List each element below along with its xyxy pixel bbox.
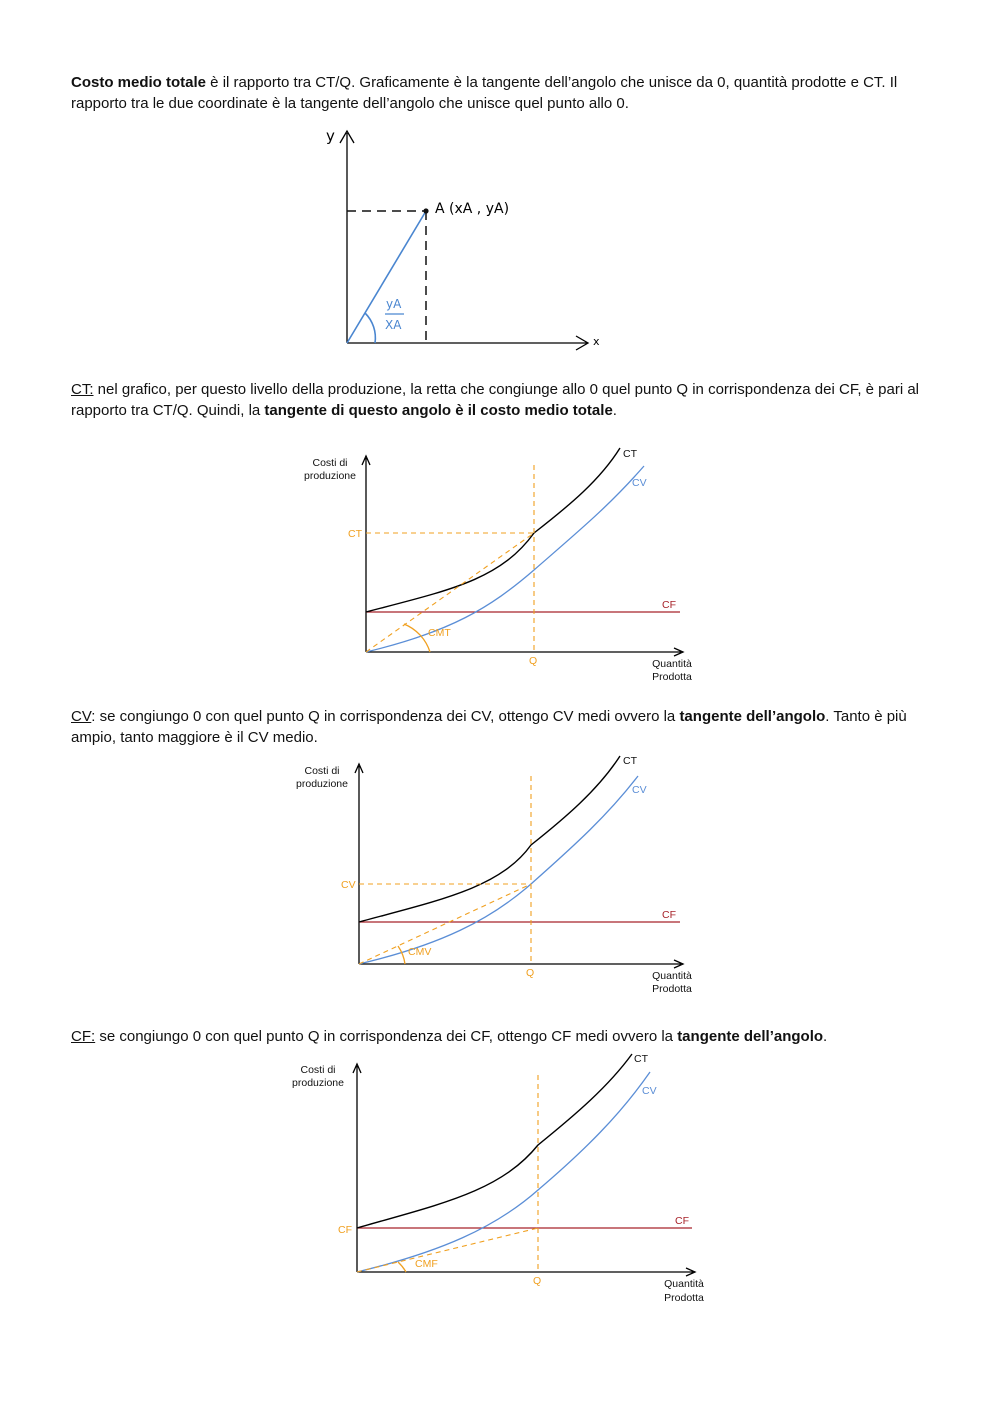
ct-text-2: . (612, 402, 617, 419)
cost-graph-cv (0, 752, 1000, 997)
ct-text-1: nel grafico, per questo livello della produzione, la retta che congiunge allo 0 quel punto Q in corrispondenza dei CF, è pari al rapporto tra CT/Q. Quindi, la (71, 381, 920, 419)
g2-xlabel-2: Prodotta (652, 983, 692, 995)
g2-cf-label: CF (662, 909, 676, 921)
intro-paragraph (71, 72, 931, 114)
cost-graph-ct (0, 440, 1000, 685)
sketch-point-label: A (xA , yA) (435, 201, 510, 217)
g3-xlabel-1: Quantità (664, 1278, 704, 1290)
sketch-y-label: y (326, 127, 335, 145)
g2-ylabel-1: Costi di (304, 765, 340, 777)
g3-cf-label: CF (675, 1215, 689, 1227)
cf-text-1: se congiungo 0 con quel punto Q in corrispondenza dei CF, ottengo CF medi ovvero la (95, 1028, 678, 1045)
sketch-ratio-num: yA (386, 297, 402, 311)
g3-angle-label: CMF (415, 1258, 438, 1270)
g3-cv-label: CV (642, 1085, 657, 1097)
cv-text-2: . Tanto è più ampio, tanto maggiore è il CV medio. (71, 708, 907, 746)
g1-q-label: Q (529, 655, 538, 667)
cf-text-2: . (823, 1028, 828, 1045)
ct-head: CT: (71, 381, 94, 398)
cf-head: CF: (71, 1028, 96, 1045)
g2-xlabel-1: Quantità (652, 970, 692, 982)
g1-axis-mark: CT (348, 528, 362, 540)
sketch-ratio-den: XA (385, 318, 402, 332)
g2-ylabel-2: produzione (296, 778, 348, 790)
cf-bold: tangente dell’angolo (677, 1028, 824, 1045)
g1-ct-label: CT (623, 448, 637, 460)
g1-cv-label: CV (632, 477, 647, 489)
g3-q-label: Q (533, 1275, 542, 1287)
ct-paragraph (71, 379, 931, 421)
g1-ylabel-2: produzione (304, 470, 356, 482)
cv-head: CV (71, 708, 92, 725)
g1-cf-label: CF (662, 599, 676, 611)
g1-ylabel-1: Costi di (312, 457, 348, 469)
cost-graph-cf (0, 1050, 1000, 1310)
g3-ylabel-1: Costi di (300, 1064, 336, 1076)
g3-ylabel-2: produzione (292, 1077, 344, 1089)
intro-text: è il rapporto tra CT/Q. Graficamente è la tangente dell’angolo che unisce da 0, quantità prodotte e CT. Il rapporto tra le due coordinate è la tangente dell’angolo che unisce quel punto allo 0. (71, 74, 898, 112)
g1-xlabel-1: Quantità (652, 658, 692, 670)
sketch-x-label: x (593, 335, 600, 348)
tangent-sketch (320, 125, 610, 350)
g2-q-label: Q (526, 967, 535, 979)
g2-ct-label: CT (623, 755, 637, 767)
ct-bold: tangente di questo angolo è il costo medio totale (264, 402, 613, 419)
g2-cv-label: CV (632, 784, 647, 796)
cv-paragraph (71, 706, 931, 748)
g3-xlabel-2: Prodotta (664, 1292, 704, 1304)
g2-angle-label: CMV (408, 946, 432, 958)
g3-ct-label: CT (634, 1053, 648, 1065)
cv-text-1: : se congiungo 0 con quel punto Q in corrispondenza dei CV, ottengo CV medi ovvero la (91, 708, 680, 725)
intro-bold: Costo medio totale (71, 74, 207, 91)
cv-bold: tangente dell’angolo (679, 708, 826, 725)
g3-axis-mark: CF (338, 1224, 352, 1236)
g1-xlabel-2: Prodotta (652, 671, 692, 683)
cf-paragraph (71, 1026, 931, 1047)
g1-angle-label: CMT (428, 627, 451, 639)
g2-axis-mark: CV (341, 879, 356, 891)
